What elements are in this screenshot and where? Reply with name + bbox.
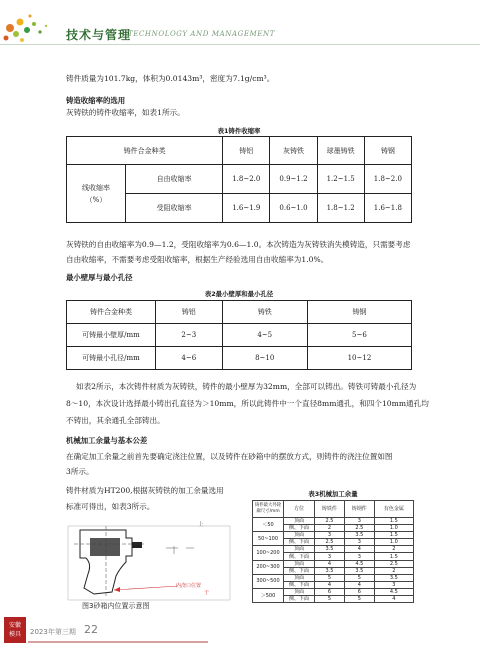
paragraph-shrinkage-line1: 灰铸铁的自由收缩率为0.9—1.2，受阻收缩率为0.6—1.0。本次铸造为灰铸铁消失模铸造，只需要考虑 <box>66 240 411 249</box>
issue-label: 2023年第三期 <box>30 628 76 636</box>
table2-cell: 8~10 <box>222 347 307 370</box>
table1-row-label: 受阻收缩率 <box>126 194 223 223</box>
table2-header-cell: 铸件合金种类 <box>67 301 156 324</box>
table1-group-label-line1: 线收缩率 <box>82 183 110 192</box>
table3-cell: 3.5 <box>374 574 413 581</box>
table3-cell: 3.5 <box>315 546 345 553</box>
footer-divider <box>28 641 208 643</box>
table3-cell: 5 <box>315 574 345 581</box>
badge-line2: 模具 <box>8 631 21 638</box>
table3-cell: 4 <box>344 581 374 588</box>
table3-cell: 6 <box>315 588 345 595</box>
paragraph-holes-line2: 8～10，本次设计选择最小铸出孔直径为＞10mm，所以此铸件中一个直径8mm通孔，和四个10mm通孔均 <box>66 399 429 408</box>
table3-cell: 5 <box>344 596 374 603</box>
table2-caption: 表2最小壁厚和最小孔径 <box>204 290 274 298</box>
table1-header-cell: 铸钢 <box>364 137 411 165</box>
table3-cell: 5 <box>344 574 374 581</box>
table2-cell: 4~5 <box>222 324 307 347</box>
table3-cell: 顶面 <box>284 574 315 581</box>
table3-cell: 3 <box>344 553 374 560</box>
table1-row-label: 自由收缩率 <box>126 165 223 194</box>
table2-header-cell: 铸钢 <box>307 301 411 324</box>
paragraph-holes-line3: 不铸出，其余通孔全部铸出。 <box>66 416 165 425</box>
table3-cell: 4 <box>374 596 413 603</box>
table1-group-label-line2: （%） <box>85 195 107 204</box>
table1-cell: 1.2~1.5 <box>317 165 364 194</box>
table3-header-cell: 铸铁件 <box>315 501 345 518</box>
table3-cell: 4.5 <box>344 560 374 567</box>
table3-cell: 1.0 <box>374 539 413 546</box>
table3-row <box>253 532 414 539</box>
table3-header-cell: 方位 <box>284 501 315 518</box>
table3-cell: 1.5 <box>374 532 413 539</box>
table3-cell: 2.5 <box>344 525 374 532</box>
paragraph-material-line1: 铸件材质为HT200,根据灰铸铁的加工余量选用 <box>66 486 224 495</box>
table3-cell: 4 <box>315 581 345 588</box>
table3-row <box>253 560 414 567</box>
table2-cell: 4~6 <box>156 347 223 370</box>
table1-cell: 0.6~1.0 <box>270 194 317 223</box>
table3-cell: 侧、下面 <box>284 581 315 588</box>
table3-row <box>253 588 414 595</box>
table3-cell: 顶面 <box>284 546 315 553</box>
heading-wall-thickness: 最小壁厚与最小孔径 <box>66 273 133 282</box>
table3-header-cell: 有色金属 <box>374 501 413 518</box>
paragraph-material-line2: 标准可得出，如表3所示。 <box>66 502 155 511</box>
badge-line1: 安徽 <box>8 622 21 629</box>
table3-size-cell: 300~500 <box>253 574 284 588</box>
table3-row <box>253 518 414 525</box>
table3-cell: 顶面 <box>284 518 315 525</box>
table1-header-cell: 铸铝 <box>223 137 270 165</box>
table1-header-cell: 铸件合金种类 <box>67 137 223 165</box>
table2-header-cell: 铸铝 <box>156 301 223 324</box>
table3-body <box>253 518 414 603</box>
table3-cell: 3 <box>315 553 345 560</box>
wall-thickness-table <box>66 300 412 370</box>
header-subtitle: TECHNOLOGY AND MANAGEMENT <box>128 30 275 38</box>
table1-group-label <box>67 165 126 223</box>
header-divider <box>0 44 480 45</box>
table3-cell: 4 <box>315 560 345 567</box>
table3-cell: 1.5 <box>374 553 413 560</box>
machining-allowance-table <box>252 500 414 603</box>
paragraph-shrinkage-intro: 灰铸铁的铸件收缩率，如表1所示。 <box>66 108 185 117</box>
table3-size-cell: 100~200 <box>253 546 284 560</box>
table3-cell: 3 <box>374 581 413 588</box>
table1-cell: 1.6~1.8 <box>364 194 411 223</box>
table3-cell: 2 <box>374 567 413 574</box>
table3-size-cell: 200~300 <box>253 560 284 574</box>
table1-header-cell: 灰铸铁 <box>270 137 317 165</box>
figure-label-top: 上 <box>198 522 204 528</box>
table3-cell: 4.5 <box>374 588 413 595</box>
table3-cell: 侧、下面 <box>284 596 315 603</box>
table1-cell: 0.9~1.2 <box>270 165 317 194</box>
table3-row <box>253 546 414 553</box>
shrinkage-table <box>66 136 412 223</box>
paragraph-pouring-line1: 在确定加工余量之前首先要确定浇注位置，以及铸件在砂箱中的摆放方式，则铸件的浇注位置如图 <box>66 452 393 461</box>
figure-label-gate-extra: 于 <box>204 590 210 596</box>
table3-size-cell: ＜50 <box>253 518 284 532</box>
journal-badge <box>4 617 26 643</box>
table1-cell: 1.8~1.2 <box>317 194 364 223</box>
table3-cell: 2.5 <box>374 560 413 567</box>
table3-cell: 2 <box>315 525 345 532</box>
table3-cell: 3 <box>315 532 345 539</box>
table1-header-cell: 球墨铸铁 <box>317 137 364 165</box>
paragraph-holes-line1: 如表2所示，本次铸件材质为灰铸铁，铸件的最小壁厚为32mm，全部可以铸出。铸铁可铸最小孔径为 <box>76 382 417 391</box>
table3-cell: 6 <box>344 588 374 595</box>
table1-cell: 1.8~2.0 <box>223 165 270 194</box>
table3-caption: 表3机械加工余量 <box>308 490 358 498</box>
table3-cell: 4 <box>344 546 374 553</box>
table3-row <box>253 574 414 581</box>
paragraph-pouring-line2: 3所示。 <box>66 467 94 476</box>
table3-cell: 3 <box>344 539 374 546</box>
table3-cell: 侧、下面 <box>284 525 315 532</box>
table3-cell: 2 <box>374 546 413 553</box>
table3-cell: 1.5 <box>374 518 413 525</box>
page-number: 22 <box>84 623 98 636</box>
table3-cell: 顶面 <box>284 560 315 567</box>
table3-cell: 3.5 <box>315 567 345 574</box>
table3-cell: 1.0 <box>374 525 413 532</box>
table3-cell: 3.5 <box>344 532 374 539</box>
table3-cell: 侧、下面 <box>284 567 315 574</box>
table3-cell: 5 <box>315 596 345 603</box>
heading-shrinkage: 铸造收缩率的选用 <box>66 96 126 105</box>
table2-cell: 2~3 <box>156 324 223 347</box>
table1-cell: 1.8~2.0 <box>364 165 411 194</box>
table3-cell: 2.5 <box>315 518 345 525</box>
table3-cell: 顶面 <box>284 588 315 595</box>
figure-label-gate: 内浇口位置 <box>176 583 202 589</box>
paragraph-mass: 铸件质量为101.7kg，体积为0.0143m³，密度为7.1g/cm³。 <box>66 74 275 83</box>
table1-cell: 1.6~1.9 <box>223 194 270 223</box>
table3-cell: 侧、下面 <box>284 539 315 546</box>
table3-cell: 侧、下面 <box>284 553 315 560</box>
table3-size-cell: 50~100 <box>253 532 284 546</box>
table3-cell: 3 <box>344 518 374 525</box>
table2-row-label: 可铸最小孔径/mm <box>67 347 156 370</box>
table2-cell: 5~6 <box>307 324 411 347</box>
table2-cell: 10~12 <box>307 347 411 370</box>
heading-machining: 机械加工余量与基本公差 <box>66 436 148 445</box>
table3-size-cell: ＞500 <box>253 588 284 602</box>
table3-cell: 2.5 <box>315 539 345 546</box>
table2-header-cell: 铸铁 <box>222 301 307 324</box>
paragraph-shrinkage-line2: 自由收缩率，不需要考虑受阻收缩率，根据生产经验选用自由收缩率为1.0%。 <box>66 255 329 264</box>
table2-row-label: 可铸最小壁厚/mm <box>67 324 156 347</box>
table1-caption: 表1铸件收缩率 <box>217 127 261 135</box>
table3-header-cell: 铸件最大外轮廓尺寸/mm <box>253 501 284 518</box>
table3-cell: 3.5 <box>344 567 374 574</box>
header-title: 技术与管理 <box>66 28 132 42</box>
table3-header-cell: 铸钢件 <box>344 501 374 518</box>
table3-cell: 顶面 <box>284 532 315 539</box>
figure-caption: 图3砂箱内位置示意图 <box>82 602 150 610</box>
